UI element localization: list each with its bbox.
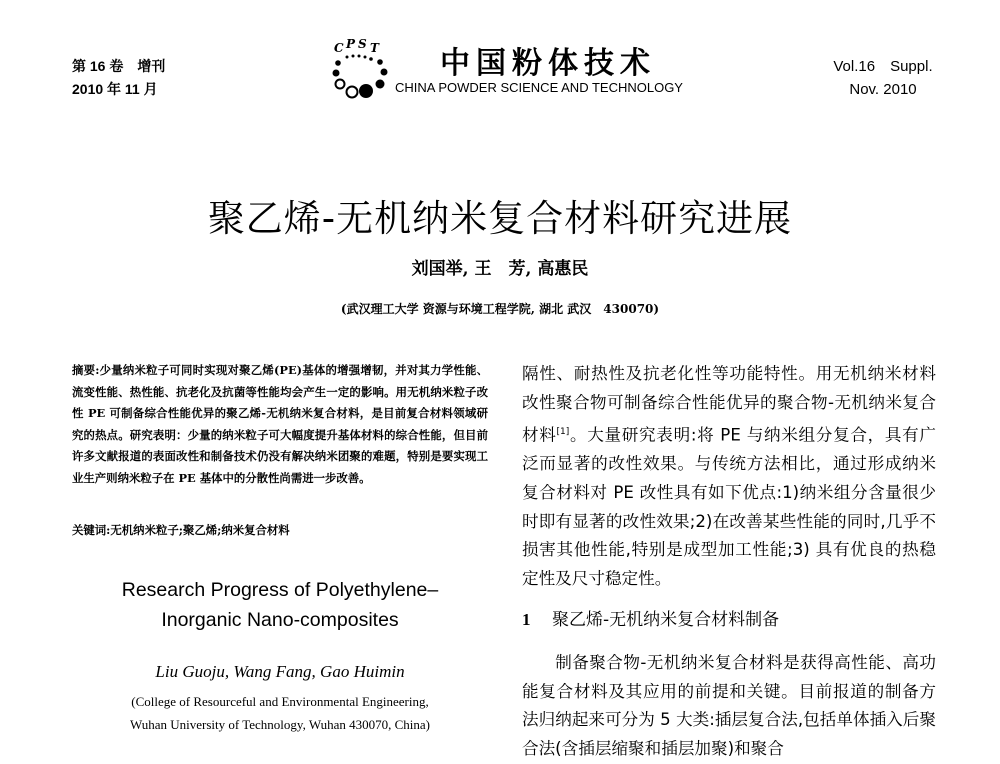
abstract-text: 少量纳米粒子可同时实现对聚乙烯(PE)基体的增强增韧，并对其力学性能、流变性能、热性能、抗老化及抗菌等性能均会产生一定的影响。用无机纳米粒子改性 PE 可制备综合性能优异的聚乙烯-无机纳米复合材料，是目前复合材料领域研究的热点。研究表明：少量的纳米粒子可大幅度提升基体材料的综合性能，但目前许多文献报道的表面改性和制备技术仍没有解决纳米团聚的难题，特别是要实现工业生产则纳米粒子在 PE 基体中的分散性尚需进一步改善。	[72, 363, 488, 485]
cpst-logo-icon	[330, 38, 396, 100]
affiliation-en-line1: (College of Resourceful and Environmental Engineering,	[131, 694, 429, 709]
affiliation-en	[80, 690, 480, 736]
authors-cn: 刘国举, 王 芳, 高惠民	[411, 259, 589, 279]
article-title-en	[80, 575, 480, 635]
section-title: 聚乙烯-无机纳米复合材料制备	[552, 609, 780, 630]
affiliation-cn: (武汉理工大学 资源与环境工程学院, 湖北 武汉 430070)	[340, 302, 660, 316]
article-title-cn: 聚乙烯-无机纳米复合材料研究进展	[207, 197, 793, 240]
authors-en: Liu Guoju, Wang Fang, Gao Huimin	[155, 662, 405, 681]
journal-name-cn: 中国粉体技术	[440, 46, 656, 81]
header-right	[828, 55, 938, 101]
volume-label-en: Vol.16 Suppl.	[833, 58, 933, 75]
body-paragraph-2: 制备聚合物-无机纳米复合材料是获得高性能、高功能复合材料及其应用的前提和关键。目前报道的制备方法归纳起来可分为 5 大类:插层复合法,包括单体插入后聚合法(含插层缩聚和插层加聚)和聚合	[522, 652, 936, 759]
keywords-cn	[72, 522, 488, 538]
volume-label-cn: 第 16 卷 增刊	[72, 58, 166, 74]
citation-ref-1[interactable]: [1]	[556, 426, 570, 437]
body-paragraph-1	[522, 360, 936, 594]
svg-text:C: C	[334, 41, 344, 55]
svg-text:S: S	[358, 38, 367, 51]
section-1-heading	[522, 606, 936, 635]
para1-text-a: 隔性、耐热性及抗老化性等功能特性。用无机纳米材料改性聚合物可制备综合性能优异的聚合物-无机纳米复合材料	[522, 364, 936, 445]
date-label-en: Nov. 2010	[849, 81, 917, 98]
abstract-cn	[72, 360, 488, 489]
title-en-line1: Research Progress of Polyethylene–	[121, 579, 439, 601]
section-number: 1	[522, 609, 531, 629]
body-right-column	[522, 360, 936, 764]
header-left	[72, 55, 165, 101]
journal-name-en: CHINA POWDER SCIENCE AND TECHNOLOGY	[395, 80, 683, 95]
affiliation-en-line2: Wuhan University of Technology, Wuhan 430070, China)	[129, 717, 430, 732]
abstract-label: 摘要:	[72, 363, 100, 377]
para1-text-b: 。大量研究表明:将 PE 与纳米组分复合，具有广泛而显著的改性效果。与传统方法相比，通过形成纳米复合材料对 PE 改性具有如下优点:1)纳米组分含量很少时即有显著的改性效果;2)在改善某些性能的同时,几乎不损害其他性能,特别是成型加工性能;3) 具有优良的热稳定性及尺寸稳定性。	[522, 425, 937, 589]
keywords-label: 关键词:	[72, 523, 111, 537]
keywords-text: 无机纳米粒子;聚乙烯;纳米复合材料	[110, 523, 290, 537]
svg-text:P: P	[346, 38, 356, 51]
title-en-line2: Inorganic Nano-composites	[161, 609, 399, 631]
svg-text:T: T	[370, 41, 379, 55]
date-label-cn: 2010 年 11 月	[72, 81, 158, 97]
